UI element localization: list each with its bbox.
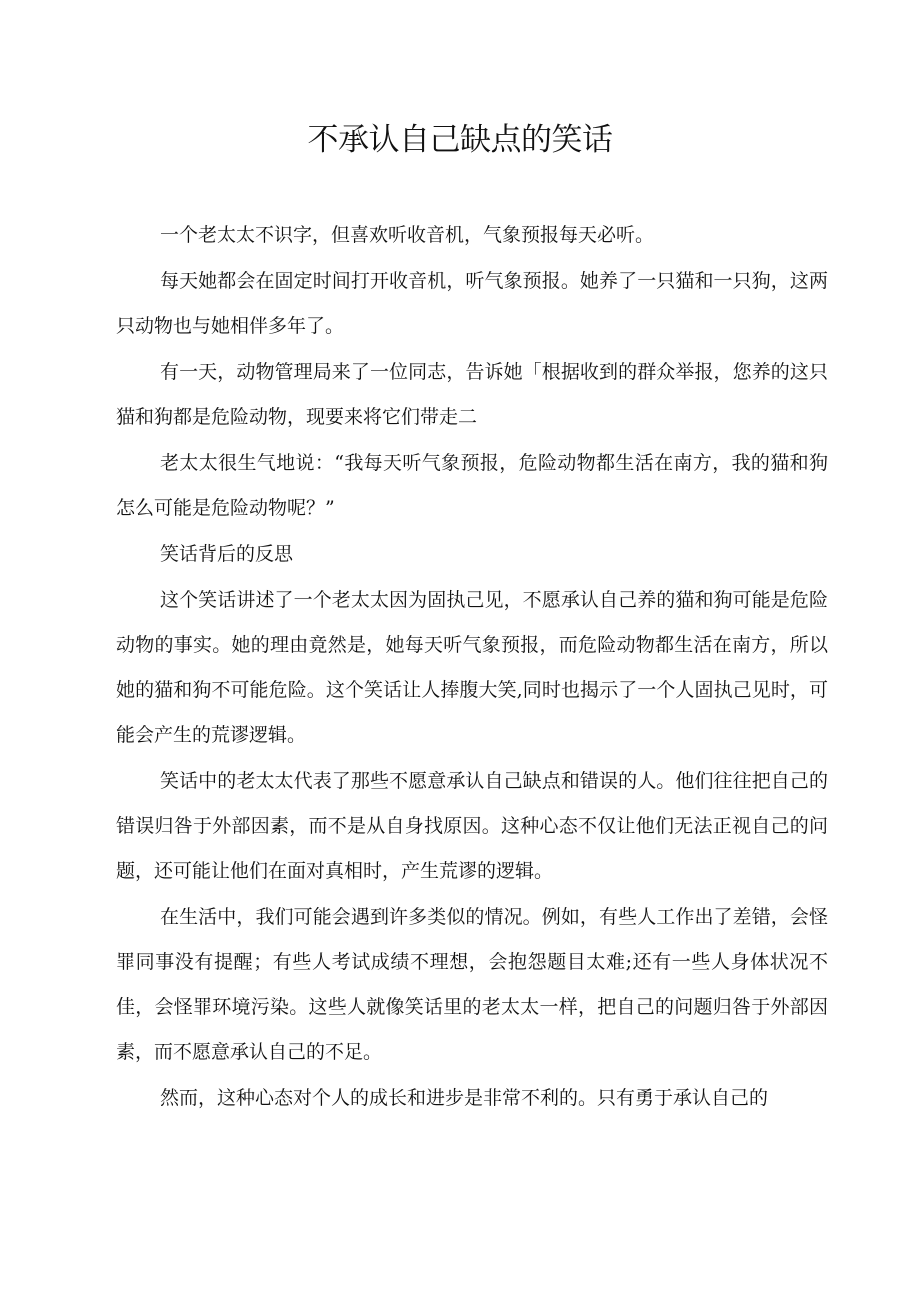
document-body <box>116 213 828 1122</box>
paragraph: 老太太很生气地说：“我每天听气象预报，危险动物都生活在南方，我的猫和狗怎么可能是危险动物呢？” <box>116 452 828 519</box>
paragraph: 每天她都会在固定时间打开收音机，听气象预报。她养了一只猫和一只狗，这两只动物也与她相伴多年了。 <box>116 270 828 337</box>
paragraph: 这个笑话讲述了一个老太太因为固执己见，不愿承认自己养的猫和狗可能是危险动物的事实。她的理由竟然是，她每天听气象预报，而危险动物都生活在南方，所以她的猫和狗不可能危险。这个笑话让人捧腹大笑,同时也揭示了一个人固执己见时，可能会产生的荒谬逻辑。 <box>116 589 828 746</box>
document-title: 不承认自己缺点的笑话 <box>307 122 613 158</box>
paragraph: 有一天，动物管理局来了一位同志，告诉她「根据收到的群众举报，您养的这只猫和狗都是危险动物，现要来将它们带走二 <box>116 361 828 428</box>
paragraph: 笑话中的老太太代表了那些不愿意承认自己缺点和错误的人。他们往往把自己的错误归咎于外部因素，而不是从自身找原因。这种心态不仅让他们无法正视自己的问题，还可能让他们在面对真相时，产生荒谬的逻辑。 <box>116 770 828 882</box>
paragraph: 在生活中，我们可能会遇到许多类似的情况。例如，有些人工作出了差错，会怪罪同事没有提醒；有些人考试成绩不理想，会抱怨题目太难;还有一些人身体状况不佳，会怪罪环境污染。这些人就像笑话里的老太太一样，把自己的问题归咎于外部因素，而不愿意承认自己的不足。 <box>116 906 828 1063</box>
paragraph: 然而，这种心态对个人的成长和进步是非常不利的。只有勇于承认自己的 <box>160 1087 769 1109</box>
paragraph: 一个老太太不识字，但喜欢听收音机，气象预报每天必听。 <box>160 224 655 246</box>
section-heading: 笑话背后的反思 <box>160 543 294 565</box>
